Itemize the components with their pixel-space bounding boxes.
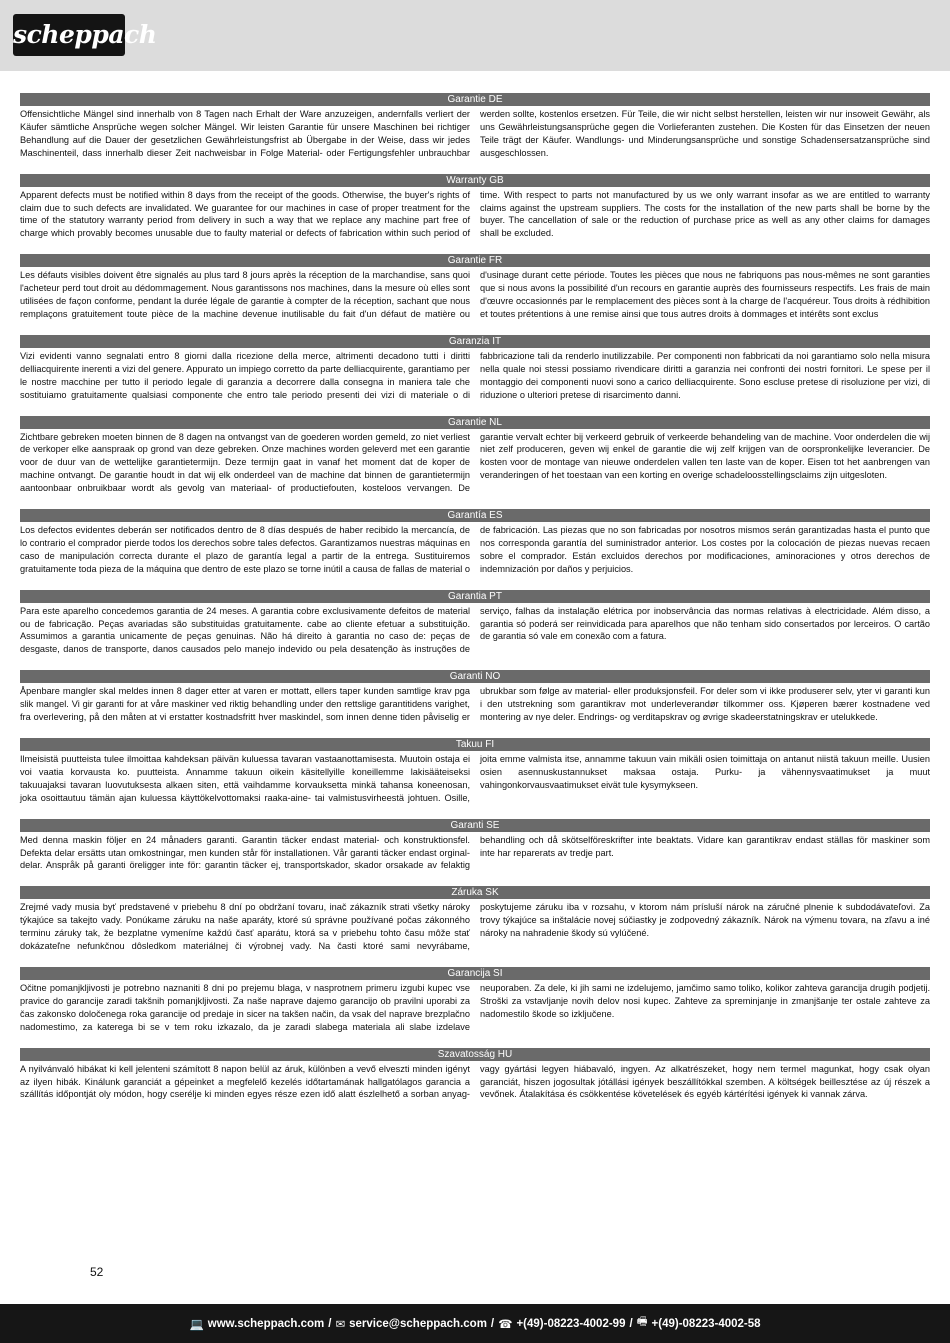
section-text: Ilmeisistä puutteista tulee ilmoittaa kahdeksan päivän kuluessa tavaran vastaanottamisesta. Muutoin ostaja ei voi vaatia korvausta ko. puutteista. Annamme takuun oikein käsitellyille koneillemme lakisääteiseksi takuuajaksi tavaran luovutuksesta alkaen siten, että vaihdamme korvauksetta minkä tahansa koneenosan, joka osoittautuu tämän ajan kuluessa käyttökelvottomaksi raaka-aine- tai valmistusvirheestä johtuen. Osille, joita emme valmista itse, annamme takuun vain mikäli osien toimittaja on antanut niistä takuun meille. Uusien osien asennuskustannukset maksaa ostaja. Purku- ja vähennysvaatimukset ja muut vahingonkorvausvaatimukset eivät tule kysymykseen. xyxy=(20,754,930,803)
section-garantia-es xyxy=(20,509,930,576)
section-title: Garantie FR xyxy=(20,254,930,267)
computer-icon: 💻 xyxy=(189,1318,204,1331)
website-link[interactable]: www.scheppach.com xyxy=(207,1317,325,1330)
section-text: Offensichtliche Mängel sind innerhalb von 8 Tagen nach Erhalt der Ware anzuzeigen, andernfalls verliert der Käufer sämtliche Ansprüche wegen solcher Mängel. Wir leisten Garantie für unsere Maschinen bei richtiger Behandlung auf die Dauer der gesetzlichen Gewährleistungsfrist ab Übergabe in der Weise, dass wir jedes Maschinenteil, dass innerhalb dieser Zeit nachweisbar in Folge Material- oder Fertigungsfehler unbrauchbar werden sollte, kostenlos ersetzen. Für Teile, die wir nicht selbst herstellen, leisten wir nur insoweit Gewähr, als uns Gewährleistungsansprüche gegen die Vorlieferanten zustehen. Die Kosten für das Einsetzen der neuen Teile trägt der Käufer. Wandlungs- und Minderungsansprüche und sonstige Schadensersatzansprüche sind ausgeschlossen. xyxy=(20,109,930,158)
section-garanti-se xyxy=(20,819,930,873)
section-garantia-pt xyxy=(20,590,930,657)
section-text: Åpenbare mangler skal meldes innen 8 dager etter at varen er mottatt, ellers taper kunden samtlige krav pga slik mangel. Vi gir garanti for at våre maskiner ved riktig behandling under den rettslige garantitidens varighet, fra overlevering, på den måten at vi erstatter kostnadsfritt hver maskindel, som innen denne tiden påviselig er ubrukbar som følge av material- eller produksjonsfeil. For deler som vi ikke produserer selv, yter vi garanti kun i den utstrekning som garantikrav mot underleverandør tilkommer oss. Kjøperen bærer kostnadene ved montering av nye deler. Endrings- og verditapskrav og øvrige skadeerstatningskrav er utelukkede. xyxy=(20,686,930,723)
warranty-content xyxy=(20,93,930,1115)
section-text: Vizi evidenti vanno segnalati entro 8 giorni dalla ricezione della merce, altrimenti decadono tutti i diritti delliacquirente inerenti a vizi del genere. Appurato un impiego corretto da parte delliacquirente, garantiamo per le nostre macchine per tutto il periodo legale di garanzia a decorrere dalla consegna in maniera tale che sostituiamo gratuitamente qualsiasi componente che entro tale periodo presenti dei vizi di materiale o di fabbricazione tali da renderlo inutilizzabile. Per componenti non fabbricati da noi garantiamo solo nella misura nella quale noi stessi possiamo rivendicare diritti a garanzia nei confronti dei nostri fornitori. Le spese per il montaggio dei componenti nuovi sono a carico delliacquirente. Sono escluse pretese di risoluzione per vizi, di riduzione o ulteriori pretese di risarcimento danni. xyxy=(20,350,930,400)
section-title: Takuu FI xyxy=(20,738,930,751)
section-takuu-fi xyxy=(20,738,930,805)
page-number: 52 xyxy=(90,1265,104,1279)
section-garantie-fr xyxy=(20,254,930,321)
fax-icon: 🖷 xyxy=(636,1316,648,1328)
section-garantie-de xyxy=(20,93,930,160)
section-title: Warranty GB xyxy=(20,174,930,187)
section-title: Szavatosság HU xyxy=(20,1048,930,1061)
section-title: Záruka SK xyxy=(20,886,930,899)
section-title: Garantie NL xyxy=(20,416,930,429)
section-garantie-nl xyxy=(20,416,930,496)
section-garancija-si xyxy=(20,967,930,1034)
section-text: Los defectos evidentes deberán ser notificados dentro de 8 días después de haber recibido la mercancía, de lo contrario el comprador pierde todos los derechos sobre tales defectos. Garantizamos nuestras máquinas en caso de manipulación correcta durante el plazo de garantía legal a partir de la entrega. Sustituiremos gratuitamente toda pieza de la máquina que dentro de este plazo se torne inútil a causa de fallas de material o de fabricación. Las piezas que no son fabricadas por nosotros mismos serán garantizadas hasta el punto que nos corresponda garantía del suministrador anterior. Los costes por la colocación de piezas nuevas recaen sobre el comprador. Están excluidos derechos por modificaciones, aminoraciones y otros derechos de indemnización por daños y perjuicios. xyxy=(20,525,930,574)
footer-bar xyxy=(0,1304,950,1343)
fax-number[interactable]: +(49)-08223-4002-58 xyxy=(651,1317,761,1330)
section-title: Garanzia IT xyxy=(20,335,930,348)
footer-separator: / xyxy=(629,1317,633,1330)
footer-separator: / xyxy=(490,1317,495,1330)
section-title: Garancija SI xyxy=(20,967,930,980)
section-warranty-gb xyxy=(20,174,930,241)
section-text: Med denna maskin följer en 24 månaders garanti. Garantin täcker endast material- och konstruktionsfel. Defekta delar ersätts utan omkostningar, men kunden står för installationen. Vår garanti täcker endast orginal-delar. Anspråk på garanti öreligger inte för: garantin täcker ej, transportskador, skador orsakade av felaktig behandling och då skötselföreskrifter inte beaktats. Vidare kan garantikrav endast ställas för maskiner som inte har reparerats av tredje part. xyxy=(20,834,930,871)
scheppach-logo[interactable]: scheppach xyxy=(13,14,125,56)
section-garanzia-it xyxy=(20,335,930,402)
section-garanti-no xyxy=(20,670,930,724)
section-title: Garantía ES xyxy=(20,509,930,522)
phone-number[interactable]: +(49)-08223-4002-99 xyxy=(516,1317,626,1330)
phone-icon: ☎ xyxy=(498,1318,513,1331)
section-title: Garantia PT xyxy=(20,590,930,603)
section-text: Zichtbare gebreken moeten binnen de 8 dagen na ontvangst van de goederen worden gemeld, zo niet verliest de verkoper elke aanspraak op grond van deze gebreken. Onze machines worden geleverd met een garantie voor de duur van de wettelijke garantietermijn. Deze termijn gaat in vanaf het moment dat de koper de machine ontvangt. De garantie houdt in dat wij elk onderdeel van de machine dat binnen de garantietermijn aantoonbaar onbruikbaar wordt als gevolg van materiaal- of productiefouten, kosteloos vervangen. De garantie vervalt echter bij verkeerd gebruik of verkeerde behandeling van de machine. Voor onderdelen die wij niet zelf produceren, geven wij enkel de garantie die wij zelf krijgen van de oorspronkelijke leverancier. De kosten voor de montage van nieuwe onderdelen vallen ten laste van de koper. Eisen tot het aanbrengen van veranderingen of het toestaan van een korting en overige schadeloosstellingsclaims zijn uitgesloten. xyxy=(20,431,930,494)
section-zaruka-sk xyxy=(20,886,930,953)
section-text: Para este aparelho concedemos garantia de 24 meses. A garantia cobre exclusivamente defeitos de material ou de fabricação. Peças avariadas são substituidas gratuitamente. cabe ao cliente efetuar a substituição. Assumimos a garantia unicamente de peças genuinas. Não há direito à garantia no caso de: peças de desgaste, danos de transporte, danos causados pelo manejo indevido ou pela desatenção às instruções de serviço, falhas da instalação elétrica por inobservância das normas relativas à electricidade. Além disso, a garantia só poderá ser reinvidicada para aparelhos que não tenham sido consertados por lerceiros. O cartão de garantia só vale em conexão com a fatura. xyxy=(20,605,930,655)
section-text: Apparent defects must be notified within 8 days from the receipt of the goods. Otherwise, the buyer's rights of claim due to such defects are invalidated. We guarantee for our machines in case of proper treatment for the time of the statutory warranty period from delivery in such a way that we replace any machine part free of charge which provably becomes unusable due to faulty material or defects of fabrication within such period of time. With respect to parts not manufactured by us we only warrant insofar as we are entitled to warranty claims against the upstream suppliers. The costs for the installation of the new parts shall be borne by the buyer. The cancellation of sale or the reduction of purchase price as well as any other claims for damages shall be excluded. xyxy=(20,189,930,239)
email-link[interactable]: service@scheppach.com xyxy=(349,1317,487,1330)
section-szavatossag-hu xyxy=(20,1048,930,1102)
section-text: Očitne pomanjkljivosti je potrebno naznaniti 8 dni po prejemu blaga, v nasprotnem primeru izgubi kupec vse pravice do garancije zaradi takšnih pomanjkljivosti. Za naše naprave dajemo garancijo ob pravilni uporabi za čas zakonsko določenega roka garancije od predaje in sicer na takšen način, da vsak del naprave brezplačno nadomestimo, za katerega bi se v tem roku izkazalo, da je zaradi slabega materiala ali slabe izdelave neuporaben. Za dele, ki jih sami ne izdelujemo, jamčimo samo toliko, kolikor zahteva garancija drugih podjetij. Stroški za vstavljanje novih delov nosi kupec. Zahteve za spreminjanje in zmanjšanje ter ostale zahteve za nadomestilo škode so izključene. xyxy=(20,982,930,1032)
section-title: Garanti NO xyxy=(20,670,930,683)
section-text: Zrejmé vady musia byť predstavené v priebehu 8 dní po obdržaní tovaru, inač zákazník strati všetky nároky týkajúce sa takejto vady. Ponúkame záruku na naše aparáty, ktoré sú správne používané počas zákonného terminu záruky tak, že bezplatne vymeníme každú časť aparátu, ktorá sa v priebehu tohto času môže stať dokázateľne nefunkčnou dôsledkom materiálnej či výrobnej vady. Na časti ktoré sami nevyrábame, poskytujeme záruku iba v rozsahu, v ktorom nám prísluší nárok na záručné plnenie k subdodávateľovi. Za trovy týkajúce sa inštalácie novej súčiastky je zodpovedný zákazník. Nárok na výmenu tovara, na zľavu a iné nároky na nahradenie škody sú vylúčené. xyxy=(20,902,930,952)
section-title: Garanti SE xyxy=(20,819,930,832)
section-title: Garantie DE xyxy=(20,93,930,106)
footer-separator: / xyxy=(328,1317,332,1330)
section-text: A nyilvánvaló hibákat ki kell jelenteni számított 8 napon belül az áruk, különben a vevő elveszti minden igényt az ilyen hibák. Kinálunk garanciát a gépeinket a megfelelő kezelés időtartamának hallgatólagos garancia a szállítás időpontját oly módon, hogy cserélje ki minden egyes része ezen idő alatt észlelhető a sorban anyag-vagy gyártási legyen hiábavaló, ingyen. Az alkatrészeket, hogy nem termel magunkat, hogy csak olyan garanciát, hiszen jogosultak jótállási igények beszállítókkal szemben. A költségek beillesztése az új részek a vevőnek. Átalakítása és csökkentése követelések és egyéb kártérítési igények ki vannak zárva. xyxy=(20,1063,930,1100)
section-text: Les défauts visibles doivent être signalés au plus tard 8 jours après la réception de la marchandise, sans quoi l'acheteur perd tout droit au dédommagement. Nous garantissons nos machines, dans la mesure où elles sont utilisées de façon conforme, pendant la durée légale de garantie à compter de la réception, sachant que nous remplaçons gratuitement toute pièce de la machine devenue inutilisable du fait d'un défaut de matière ou d'usinage durant cette période. Toutes les pièces que nous ne fabriquons pas nous-mêmes ne sont garanties que si nous avons la possibilité d'un recours en garantie auprès des fournisseurs respectifs. Les frais de main d'œuvre occasionnés par le remplacement des pièces sont à la charge de l'acquéreur. Tous droits à rédhibition et toutes prétentions à une remise ainsi que tous autres droits à dommages et intérêts sont exclus xyxy=(20,270,930,319)
header-bar xyxy=(0,0,950,71)
mail-icon: ✉ xyxy=(335,1318,346,1331)
